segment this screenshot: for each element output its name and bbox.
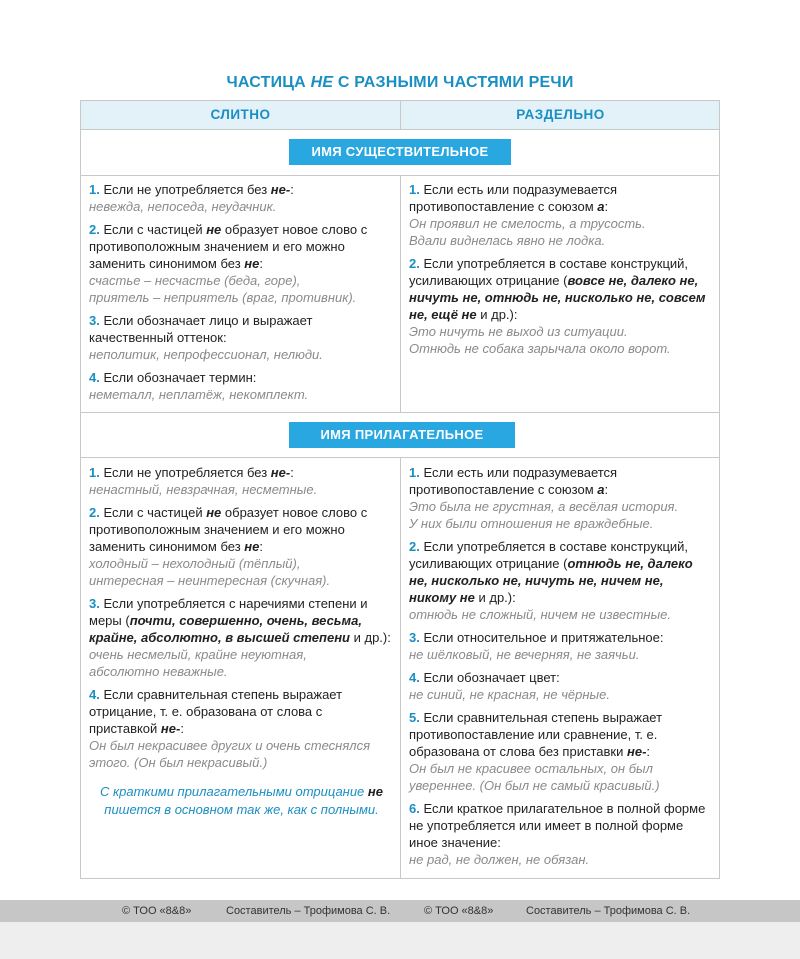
rule-text: Если обозначает цвет: <box>423 670 560 685</box>
rule-text: : <box>646 744 651 759</box>
rule-keyword: не- <box>626 744 647 759</box>
rule-item <box>409 538 714 623</box>
rule-number: 3. <box>89 596 104 611</box>
rule-item <box>409 255 714 357</box>
rule-text: Если есть или подразумевается противопоставление с союзом <box>409 465 618 497</box>
rule-statement <box>89 181 394 198</box>
rule-number: 1. <box>409 465 424 480</box>
rule-number: 3. <box>409 630 424 645</box>
note-keyword: не <box>367 784 383 799</box>
rule-text: Если есть или подразумевается противопоставление с союзом <box>409 182 618 214</box>
rule-text: Если краткое прилагательное в полной форме не употребляется или имеет в полной форме иное значение: <box>409 801 706 850</box>
rule-text: : <box>259 256 264 271</box>
rule-text: : <box>290 465 294 480</box>
rule-keyword: не- <box>160 721 181 736</box>
noun-together-column <box>89 181 394 409</box>
rule-item <box>409 709 714 794</box>
rule-keyword: не <box>206 222 222 237</box>
rule-statement <box>409 181 714 215</box>
rule-item <box>409 181 714 249</box>
rule-item <box>409 464 714 532</box>
adj-together-column <box>89 464 394 819</box>
rule-example: не шёлковый, не вечерняя, не заячьи. <box>409 647 640 662</box>
rule-example: не рад, не должен, не обязан. <box>409 852 590 867</box>
rule-item <box>89 686 394 771</box>
rule-example: не синий, не красная, не чёрные. <box>409 687 610 702</box>
rule-example: неметалл, неплатёж, некомплект. <box>89 387 309 402</box>
rule-item <box>89 464 394 498</box>
rule-statement <box>409 464 714 498</box>
rule-text: Если употребляется с наречиями степени и меры ( <box>89 596 368 628</box>
footer-copyright-2: © ТОО «8&8» <box>424 905 494 917</box>
rule-keyword: не <box>206 505 222 520</box>
rule-statement <box>409 538 714 606</box>
rule-statement <box>89 312 394 346</box>
rule-example: абсолютно неважные. <box>89 664 228 679</box>
rule-example: Отнюдь не собака зарычала около ворот. <box>409 341 671 356</box>
rule-example: Он был не красивее остальных, он был увереннее. (Он был не самый красивый.) <box>409 761 660 793</box>
rule-number: 1. <box>89 182 104 197</box>
rule-text: Если с частицей <box>103 505 207 520</box>
header-separate: РАЗДЕЛЬНО <box>400 101 720 129</box>
rule-text: и др.): <box>350 630 391 645</box>
rule-statement <box>89 686 394 737</box>
rule-example: отнюдь не сложный, ничем не известные. <box>409 607 671 622</box>
rule-statement <box>409 709 714 760</box>
rule-text: Если не употребляется без <box>103 465 271 480</box>
rule-example: Вдали виднелась явно не лодка. <box>409 233 606 248</box>
rule-number: 4. <box>409 670 424 685</box>
rule-text: Если обозначает термин: <box>103 370 257 385</box>
rule-text: Если сравнительная степень выражает противопоставление или сравнение, т. е. образована от слова без приставки <box>409 710 663 759</box>
rule-number: 4. <box>89 370 104 385</box>
rule-text: : <box>180 721 184 736</box>
rule-keyword: отнюдь не, далеко не, нисколько не, ничуть не, ничем не, никому не <box>409 556 693 605</box>
rule-example: невежда, непоседа, неудачник. <box>89 199 277 214</box>
rule-keyword: не- <box>270 465 291 480</box>
rule-statement <box>409 255 714 323</box>
rule-example: неполитик, непрофессионал, нелюди. <box>89 347 323 362</box>
rule-text: Если употребляется в составе конструкций, усиливающих отрицание ( <box>409 539 689 571</box>
rule-keyword: не <box>244 256 260 271</box>
rule-statement <box>89 221 394 272</box>
footer-copyright-1: © ТОО «8&8» <box>122 905 192 917</box>
rule-number: 2. <box>89 222 104 237</box>
rule-text: : <box>259 539 264 554</box>
rule-text: Если обозначает лицо и выражает качественный оттенок: <box>89 313 313 345</box>
rule-keyword: не <box>244 539 260 554</box>
rule-item <box>89 369 394 403</box>
rule-text: : <box>604 482 609 497</box>
rule-statement <box>409 669 714 686</box>
rule-example: Это ничуть не выход из ситуации. <box>409 324 628 339</box>
rule-text: образует новое слово с противоположным значением и его можно заменить синонимом без <box>89 505 368 554</box>
noun-label: ИМЯ СУЩЕСТВИТЕЛЬНОЕ <box>289 139 511 165</box>
rule-example: Он проявил не смелость, а трусость. <box>409 216 646 231</box>
rule-number: 2. <box>409 539 424 554</box>
rule-text: Если употребляется в составе конструкций, усиливающих отрицание ( <box>409 256 689 288</box>
rule-item <box>89 221 394 306</box>
footer-author-2: Составитель – Трофимова С. В. <box>526 905 691 917</box>
rule-statement <box>409 800 714 851</box>
rule-text: образует новое слово с противоположным значением и его можно заменить синонимом без <box>89 222 368 271</box>
rule-number: 2. <box>409 256 424 271</box>
rule-number: 3. <box>89 313 104 328</box>
rule-number: 2. <box>89 505 104 520</box>
rule-item <box>409 669 714 703</box>
rule-statement <box>89 464 394 481</box>
rule-item <box>89 595 394 680</box>
rule-keyword: а <box>597 482 605 497</box>
rule-example: приятель – неприятель (враг, противник). <box>89 290 357 305</box>
rule-number: 4. <box>89 687 104 702</box>
rule-text: и др.): <box>476 307 518 322</box>
rule-example: ненастный, невзрачная, несметные. <box>89 482 318 497</box>
rule-keyword: а <box>597 199 605 214</box>
rule-text: и др.): <box>474 590 516 605</box>
rule-number: 5. <box>409 710 424 725</box>
rule-text: Если с частицей <box>103 222 207 237</box>
footer <box>0 900 800 922</box>
rule-text: : <box>604 199 609 214</box>
rule-number: 1. <box>409 182 424 197</box>
page-title: ЧАСТИЦА НЕ С РАЗНЫМИ ЧАСТЯМИ РЕЧИ <box>226 74 574 91</box>
noun-separate-column <box>409 181 714 363</box>
rule-statement <box>89 504 394 555</box>
rule-number: 6. <box>409 801 424 816</box>
rule-text: Если относительное и притяжательное: <box>423 630 664 645</box>
rule-example: очень несмелый, крайне неуютная, <box>89 647 307 662</box>
rule-statement <box>89 595 394 646</box>
rule-example: Это была не грустная, а весёлая история. <box>409 499 679 514</box>
noun-section-header <box>81 129 719 176</box>
rule-keyword: вовсе не, далеко не, ничуть не, отнюдь не, нисколько не, совсем не, ещё не <box>409 273 706 322</box>
adj-separate-column <box>409 464 714 874</box>
rule-example: У них были отношения не враждебные. <box>409 516 654 531</box>
rule-example: Он был некрасивее других и очень стеснялся этого. (Он был некрасивый.) <box>89 738 371 770</box>
header-together: СЛИТНО <box>210 107 271 122</box>
adj-section-header <box>81 413 719 458</box>
rule-example: счастье – несчастье (беда, горе), <box>89 273 301 288</box>
rule-example: интересная – неинтересная (скучная). <box>89 573 331 588</box>
rule-number: 1. <box>89 465 104 480</box>
rule-text: : <box>290 182 294 197</box>
footer-author-1: Составитель – Трофимова С. В. <box>226 905 391 917</box>
rule-example: холодный – нехолодный (тёплый), <box>89 556 301 571</box>
rule-item <box>89 181 394 215</box>
rule-item <box>409 800 714 868</box>
rule-statement <box>89 369 394 386</box>
rule-text: Если не употребляется без <box>103 182 271 197</box>
rule-keyword: не- <box>270 182 291 197</box>
rule-item <box>89 312 394 363</box>
rule-item <box>89 504 394 589</box>
rule-text: Если сравнительная степень выражает отрицание, т. е. образована от слова с приставкой <box>89 687 343 736</box>
short-adjective-note <box>89 783 394 819</box>
rules-table <box>80 100 720 879</box>
rule-text: С краткими прилагательными отрицание <box>100 784 368 799</box>
table-header <box>81 101 719 130</box>
rule-statement <box>409 629 714 646</box>
rule-item <box>409 629 714 663</box>
rule-text: пишется в основном так же, как с полными. <box>104 802 379 817</box>
rule-keyword: почти, совершенно, очень, весьма, крайне, абсолютно, в высшей степени <box>89 613 362 645</box>
adj-label: ИМЯ ПРИЛАГАТЕЛЬНОЕ <box>289 422 515 448</box>
